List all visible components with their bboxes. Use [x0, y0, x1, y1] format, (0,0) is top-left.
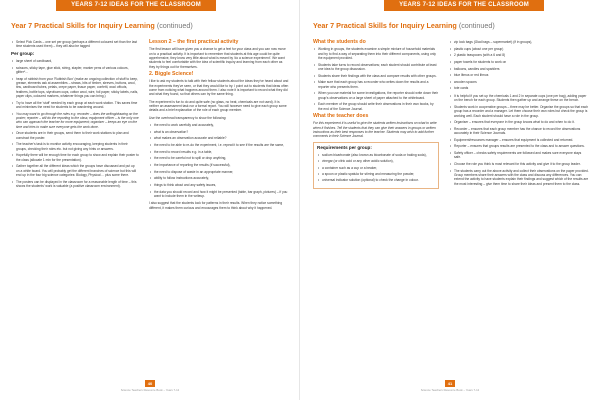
list-item: • what makes an observation accurate and reliable? [154, 136, 289, 140]
left-items-list [11, 59, 139, 188]
list-item: • zip lock bags (Glad bags – supermarket) (if in groups), [454, 40, 589, 44]
biggle-list [149, 123, 289, 198]
requirements-box [313, 142, 439, 189]
list-item: • blue litmus or red litmus [454, 73, 589, 77]
left-footer-text: Science Teachers Resource Book – Years 7-12 [120, 388, 180, 392]
list-item: • Students share their findings with the class and compare results with other groups. [318, 74, 439, 78]
list-item: • Once students are in their groups, send them to their work stations to plan and construct the poster. [16, 131, 139, 140]
list-item: • Each member of the group should write their observations in their own books, by the end of the Science Journal. [318, 102, 439, 111]
list-item: • the data you should record and how it might be presented (table, bar graph, pictures) – if you want to include them in the writeup. [154, 190, 289, 199]
list-item: • scissors, sticky tape, glue stick, string, stapler, marker pens of various colours, glitter*... [16, 66, 139, 75]
left-column-1 [11, 40, 139, 191]
list-item: • a spoon or plastic spatula for stirring and measuring the powder, [322, 172, 435, 176]
right-column-2 [449, 40, 589, 189]
list-item: • Make sure that each group has a recorder who writes down the results and a reporter who presents them. [318, 80, 439, 89]
list-item: • Gather together all the different ideas which the groups have discussed and put up on a white board. You will probably get the different branches of science but this will end up in the four big science categories: Biology, Physical ... plus some there. [16, 164, 139, 177]
left-footer [0, 380, 300, 390]
list-item: • Organiser – ensures that everyone in the group knows what to do and when to do it. [454, 120, 589, 124]
biggle-paragraph-1: I like to ask my students to talk with their fellow students about the ideas they've heard about and the experiments they've seen, or that they would like to try. I point out to students that ideas often come from noticing what happens around them. I also note it is important to record what they did and what they found, so that others can try the same thing. [149, 79, 289, 97]
list-item: • The teacher's task is to monitor activity encouraging, keeping students in their groups, checking their roles etc. but not giving any hints or answers. [16, 142, 139, 151]
list-item: • plastic cups (about one per group) [454, 47, 589, 51]
right-column-1 [313, 40, 439, 192]
list-item: • the need to be able to re-do the experiment, i.e. repeat it to see if the results are the same, [154, 143, 289, 147]
list-item: • Hopefully there will be enough time for each group to show and explain their poster to the class (allocate 1 min for the presentation). [16, 153, 139, 162]
list-item: • the need to be careful not to spill or drop anything, [154, 156, 289, 160]
what-students-do-list [313, 47, 439, 111]
list-item: • tote cards [454, 86, 589, 90]
left-column-2 [149, 40, 289, 213]
list-item: • large sheet of cardboard, [16, 59, 139, 63]
list-item: • Choose the role you think is most relevant for this activity and give it to the group leader. [454, 162, 589, 166]
requirements-list [317, 153, 435, 183]
list-item: • universal indicator solution (optional) to check the change in colour. [322, 178, 435, 182]
list-item: • heap of rubbish from your 'Rubbish Box' (make an ongoing collection of stuff to keep, grease, elements ask at assemblies – straws, bits of timber, sleeves, buttons, wool, tins, cardboard tubes, petals, crepe paper, tissue paper, confetti, wool offcuts, feathers, bottle tops, styrofoam cups, cotton wool, wire, foil paper, sticky labels, nails, paper clips, coloured markers, whatever things you can bring.) [16, 77, 139, 99]
left-page-title [11, 21, 193, 30]
list-item: • It is helpful if you set up the chemicals 1 and 2 in separate cups (one per bag), adding paper on the bench for each group. Students then gather up and arrange these on the bench. [454, 94, 589, 103]
right-title-text: Year 7 Practical Skills for Inquiry Learning [313, 21, 457, 30]
list-item: • what is an observation? [154, 130, 289, 134]
list-item: • the importance of reporting the results (if successful), [154, 163, 289, 167]
list-item: • Students work in cooperative groups – three may be better. Organise the groups so that each group has a recorder and a manager. Let them choose their own roles but check the group is working well. Each student should have a role in the group. [454, 105, 589, 118]
list-item: • Recorder – ensures that each group member has the chance to record the observations accurately in their Science Journals. [454, 127, 589, 136]
left-sub-heading: Per group: [11, 50, 35, 56]
left-intro-item: • Select Pick Cards – one set per group (perhaps a different coloured set than the last time students used them) – they will also be tagged [16, 40, 139, 49]
roles-list [449, 94, 589, 186]
list-item: • vinegar (or citric acid or any other acidic solution), [322, 159, 435, 163]
right-footer [300, 380, 600, 390]
left-header-band: YEARS 7-12 IDEAS FOR THE CLASSROOM [56, 0, 216, 11]
left-page-number: 40 [145, 380, 155, 387]
right-page-title [313, 21, 495, 30]
biggle-paragraph-2: The experiment is fun to do and quite safe (no glass, no heat, chemicals are not used). It is neither an assessment task nor a formal report. You will however need to give each group some details and a brief explanation of the role of each group member. [149, 99, 287, 113]
list-item: • balloons, candles and sparklers [454, 67, 589, 71]
list-item: • Working in groups, the students examine a simple mixture of household materials and try to find a way of separating them into their different components, using only the equipment provided. [318, 47, 439, 60]
left-title-text: Year 7 Practical Skills for Inquiry Learning [11, 21, 155, 30]
list-item: • 2 plastic teaspoons (with a 6 and 8) [454, 53, 589, 57]
list-item: • Equipment/resources manager – ensures that equipment is collected and returned. [454, 138, 589, 142]
right-title-continued: (continued) [458, 21, 495, 30]
what-teacher-does-heading: What the teacher does [313, 112, 369, 119]
list-item: • Students take turns to record observations; each student should contribute at least one idea to the group discussion. [318, 63, 439, 72]
left-intro-list [11, 40, 139, 49]
right-header-band: YEARS 7-12 IDEAS FOR THE CLASSROOM [384, 0, 544, 11]
list-item: • sodium bicarbonate (also known as bicarbonate of soda or baking soda), [322, 153, 435, 157]
list-item: • The posters can be displayed in the classroom for a reasonable length of time – this shows the students' work is valuable (a positive classroom environment). [16, 180, 139, 189]
what-students-do-heading: What the students do [313, 39, 366, 45]
right-page-number: 41 [445, 380, 455, 387]
left-title-continued: (continued) [156, 21, 193, 30]
list-item: • Try to have all the 'stuff' needed by each group at each work station. This saves time and minimises the need for students to be wandering around. [16, 101, 139, 110]
right-footer-text: Science Teachers Resource Book – Years 7-12 [420, 388, 480, 392]
biggle-heading: 2. Biggle Science! [149, 71, 194, 78]
list-item: • You may want to go through the roles e.g. recorder – does the writing/drawing on the poster; reporter – will do the reporting to the class; equipment officer – is the only one who can approach the teacher for more equipment; organiser – keeps an eye on the time and tries to make sure everyone gets the work done. [16, 112, 139, 129]
list-item: • When you use material for some investigations, the reporter should write down their group's observations on a large sheet of paper attached to the whiteboard. [318, 91, 439, 100]
list-item: • the need to dispose of waste in an appropriate manner, [154, 170, 289, 174]
teacher-paragraph: For this experiment it is useful to give the students written instructions on what to write when it finishes. Tell the students that they can give their answers in groups or written instructions as their best responses to the teacher. Students may wish to add further comments in their Science Journal. [313, 121, 437, 139]
right-page [300, 0, 600, 400]
list-item: • the need to record results e.g. in a table, [154, 150, 289, 154]
list-item: • the need to work carefully and accurately, [154, 123, 289, 127]
biggle-list-intro: Use the overhead transparency to show the following: [149, 115, 227, 120]
requirements-heading: Requirements per group: [317, 144, 372, 150]
list-item: • wooden spoons [454, 80, 589, 84]
lesson-heading: Lesson 2 – the first practical activity [149, 39, 239, 45]
list-item: • paper towels for students to work on [454, 60, 589, 64]
list-item: • things to think about and any safety issues, [154, 183, 289, 187]
list-item: • Safety officer – checks safety requirements are followed and makes sure everyone stays safe. [454, 151, 589, 160]
list-item: • The students carry out the above activity and collect their observations on the paper provided. Group members share their answers with the class and discuss any differences. You can extend the activity to have students explain their findings and suggest which of the results are the most interesting – give them time to share their ideas and present them to the class. [454, 169, 589, 186]
list-item: • ability to follow instructions accurately, [154, 176, 289, 180]
closing-paragraph: I also suggest that the students look for patterns in their results. When they notice something different, it makes them curious and encourages them to think about why it happened. [149, 201, 283, 210]
lesson-paragraph: The first lesson will have given you a chance to get a feel for your class and you can now move on to a practical activity. It is important to remember that students at this age could be quite apprehensive, they know very little about what is meant by 'do a science experiment'. We want students to feel comfortable with the idea of scientific inquiry and learning from each other as they try things out for themselves. [149, 47, 286, 69]
equipment-list [449, 40, 589, 91]
list-item: • a container such as a cup or a beaker, [322, 166, 435, 170]
list-item: • Reporter – ensures that groups results are presented to the class and to answer questions. [454, 144, 589, 148]
